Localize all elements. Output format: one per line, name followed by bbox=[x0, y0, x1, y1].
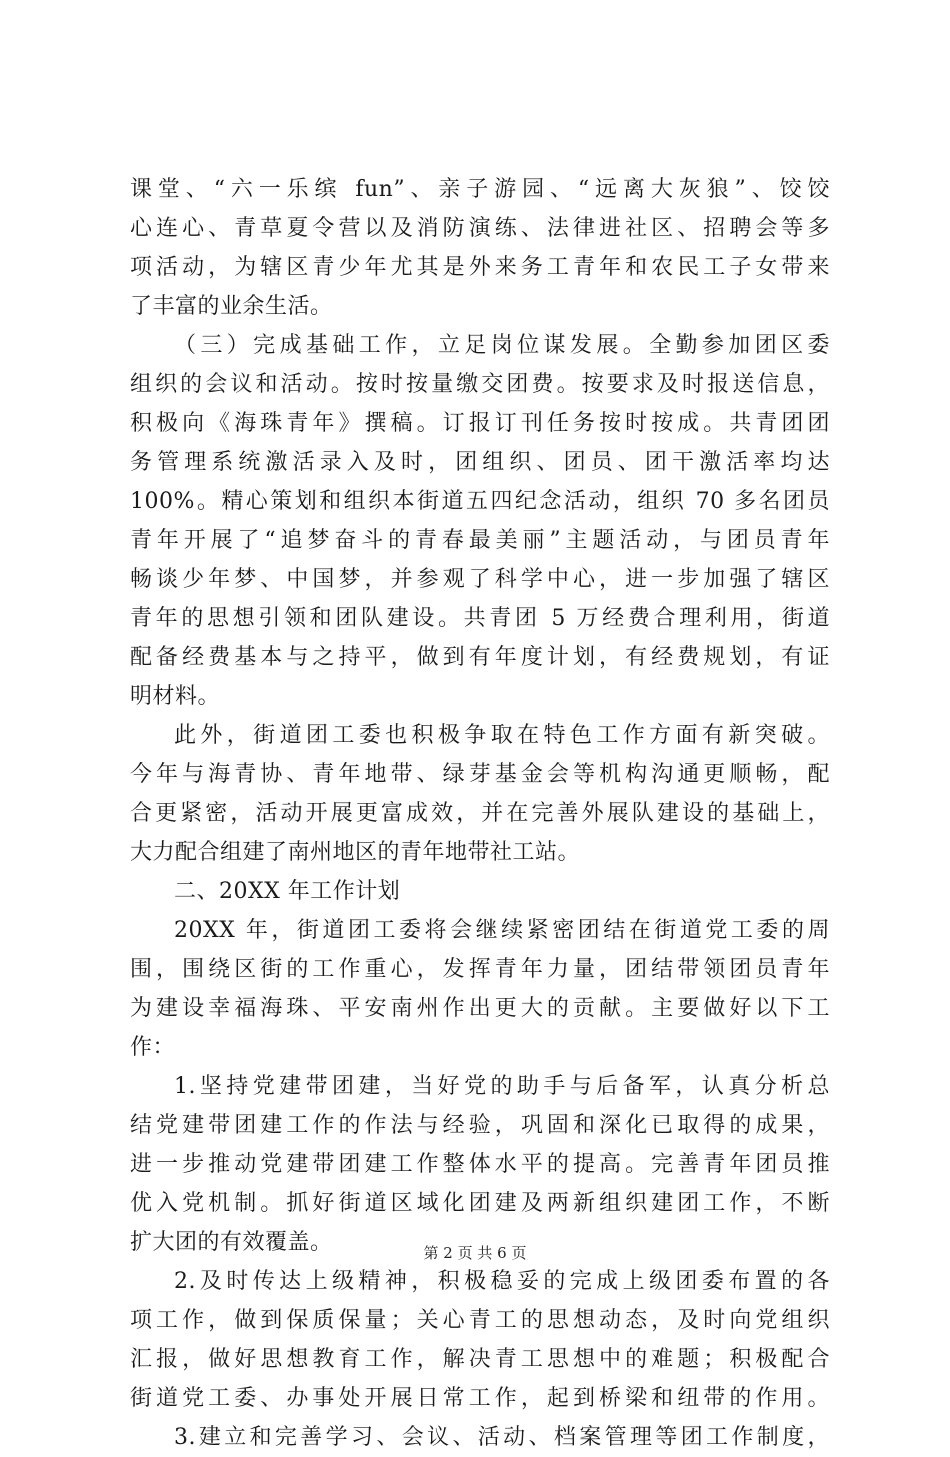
text-line: 了丰富的业余生活。 bbox=[130, 294, 333, 319]
text-line: 配备经费基本与之持平，做到有年度计划，有经费规划，有证 bbox=[130, 645, 830, 670]
text-line: （三）完成基础工作，立足岗位谋发展。全勤参加团区委 bbox=[174, 333, 830, 358]
text-line: 为建设幸福海珠、平安南州作出更大的贡献。主要做好以下工 bbox=[130, 996, 830, 1021]
text-line: 作： bbox=[130, 1035, 176, 1060]
text-line: 结党建带团建工作的作法与经验，巩固和深化已取得的成果， bbox=[130, 1113, 830, 1138]
text-line: 围，围绕区街的工作重心，发挥青年力量，团结带领团员青年 bbox=[130, 957, 830, 982]
text-line: 合更紧密，活动开展更富成效，并在完善外展队建设的基础上， bbox=[130, 801, 830, 826]
text-line: 3.建立和完善学习、会议、活动、档案管理等团工作制度， bbox=[174, 1425, 830, 1450]
text-line: 畅谈少年梦、中国梦，并参观了科学中心，进一步加强了辖区 bbox=[130, 567, 830, 592]
text-line: 此外，街道团工委也积极争取在特色工作方面有新突破。 bbox=[174, 723, 830, 748]
text-line: 汇报，做好思想教育工作，解决青工思想中的难题；积极配合 bbox=[130, 1347, 830, 1372]
text-line: 务管理系统激活录入及时，团组织、团员、团干激活率均达 bbox=[130, 450, 830, 475]
text-line: 课堂、“六一乐缤 fun”、亲子游园、“远离大灰狼”、饺饺 bbox=[130, 177, 830, 202]
text-line: 心连心、青草夏令营以及消防演练、法律进社区、招聘会等多 bbox=[130, 216, 830, 241]
text-line: 100%。精心策划和组织本街道五四纪念活动，组织 70 多名团员 bbox=[130, 489, 830, 514]
text-line: 大力配合组建了南州地区的青年地带社工站。 bbox=[130, 840, 581, 865]
text-line: 进一步推动党建带团建工作整体水平的提高。完善青年团员推 bbox=[130, 1152, 830, 1177]
text-line: 项工作，做到保质保量；关心青工的思想动态，及时向党组织 bbox=[130, 1308, 830, 1333]
text-line: 项活动，为辖区青少年尤其是外来务工青年和农民工子女带来 bbox=[130, 255, 830, 280]
text-line: 明材料。 bbox=[130, 684, 221, 709]
text-line: 青年开展了“追梦奋斗的青春最美丽”主题活动，与团员青年 bbox=[130, 528, 830, 553]
text-line: 积极向《海珠青年》撰稿。订报订刊任务按时按成。共青团团 bbox=[130, 411, 830, 436]
text-line: 青年的思想引领和团队建设。共青团 5 万经费合理利用，街道 bbox=[130, 606, 830, 631]
text-line: 2.及时传达上级精神，积极稳妥的完成上级团委布置的各 bbox=[174, 1269, 830, 1294]
text-line: 街道党工委、办事处开展日常工作，起到桥梁和纽带的作用。 bbox=[130, 1386, 830, 1411]
text-line: 1.坚持党建带团建，当好党的助手与后备军，认真分析总 bbox=[174, 1074, 830, 1099]
text-line: 二、20XX 年工作计划 bbox=[174, 879, 401, 904]
text-line: 今年与海青协、青年地带、绿芽基金会等机构沟通更顺畅，配 bbox=[130, 762, 830, 787]
text-line: 扩大团的有效覆盖。 bbox=[130, 1230, 333, 1255]
document-body bbox=[130, 170, 830, 1457]
page-footer: 第 2 页 共 6 页 bbox=[423, 1244, 527, 1262]
text-line: 20XX 年，街道团工委将会继续紧密团结在街道党工委的周 bbox=[174, 918, 830, 943]
text-line: 组织的会议和活动。按时按量缴交团费。按要求及时报送信息， bbox=[130, 372, 830, 397]
text-line: 优入党机制。抓好街道区域化团建及两新组织建团工作，不断 bbox=[130, 1191, 830, 1216]
